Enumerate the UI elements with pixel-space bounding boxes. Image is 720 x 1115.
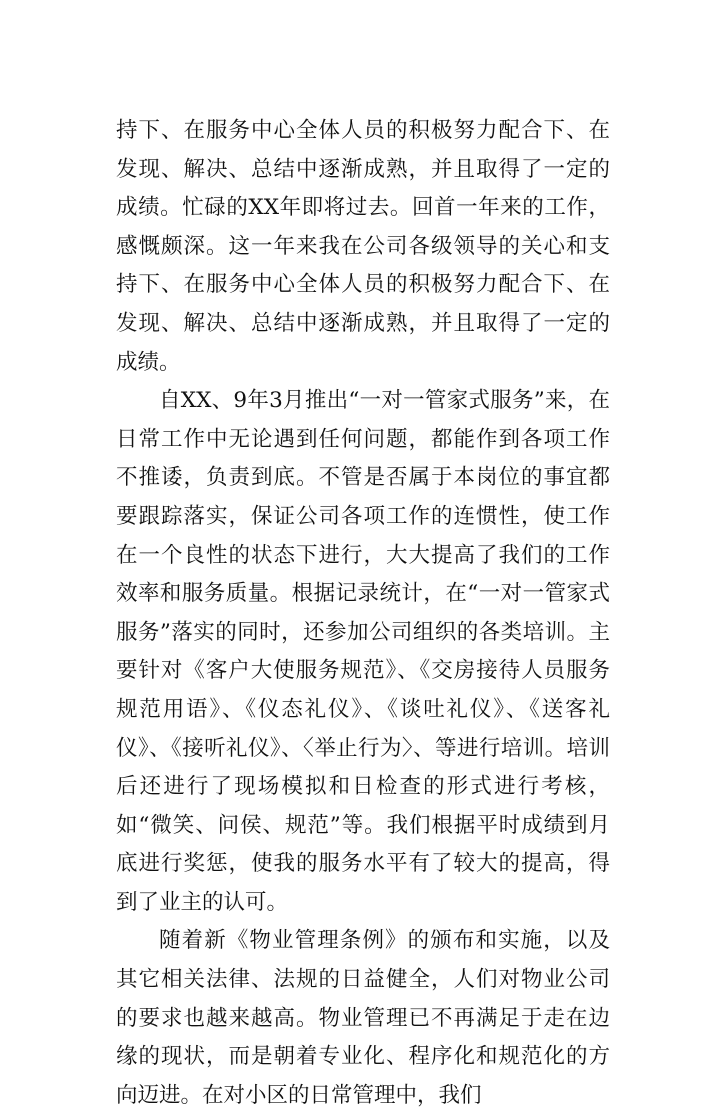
paragraph-2: 自XX、9年3月推出“一对一管家式服务”来，在日常工作中无论遇到任何问题，都能作到各项工作不推诿，负责到底。不管是否属于本岗位的事宜都要跟踪落实，保证公司各项工作的连惯性，使工作在一个良性的状态下进行，大大提高了我们的工作效率和服务质量。根据记录统计，在“一对一管家式服务”落实的同时，还参加公司组织的各类培训。主要针对《客户大使服务规范》、《交房接待人员服务规范用语》、《仪态礼仪》、《谈吐礼仪》、《送客礼仪》、《接听礼仪》、〈举止行为〉、等进行培训。培训后还进行了现场模拟和日检查的形式进行考核，如“微笑、问侯、规范”等。我们根据平时成绩到月底进行奖惩，使我的服务水平有了较大的提高，得到了业主的认可。 xyxy=(116,388,610,915)
paragraph-1: 持下、在服务中心全体人员的积极努力配合下、在发现、解决、总结中逐渐成熟，并且取得了一定的成绩。忙碌的XX年即将过去。回首一年来的工作，感慨颇深。这一年来我在公司各级领导的关心和支持下、在服务中心全体人员的积极努力配合下、在发现、解决、总结中逐渐成熟，并且取得了一定的成绩。 xyxy=(116,118,610,375)
document-body xyxy=(116,112,610,1115)
paragraph-3: 随着新《物业管理条例》的颁布和实施，以及其它相关法律、法规的日益健全，人们对物业公司的要求也越来越高。物业管理已不再满足于走在边缘的现状，而是朝着专业化、程序化和规范化的方向迈进。在对小区的日常管理中，我们 xyxy=(116,928,610,1108)
